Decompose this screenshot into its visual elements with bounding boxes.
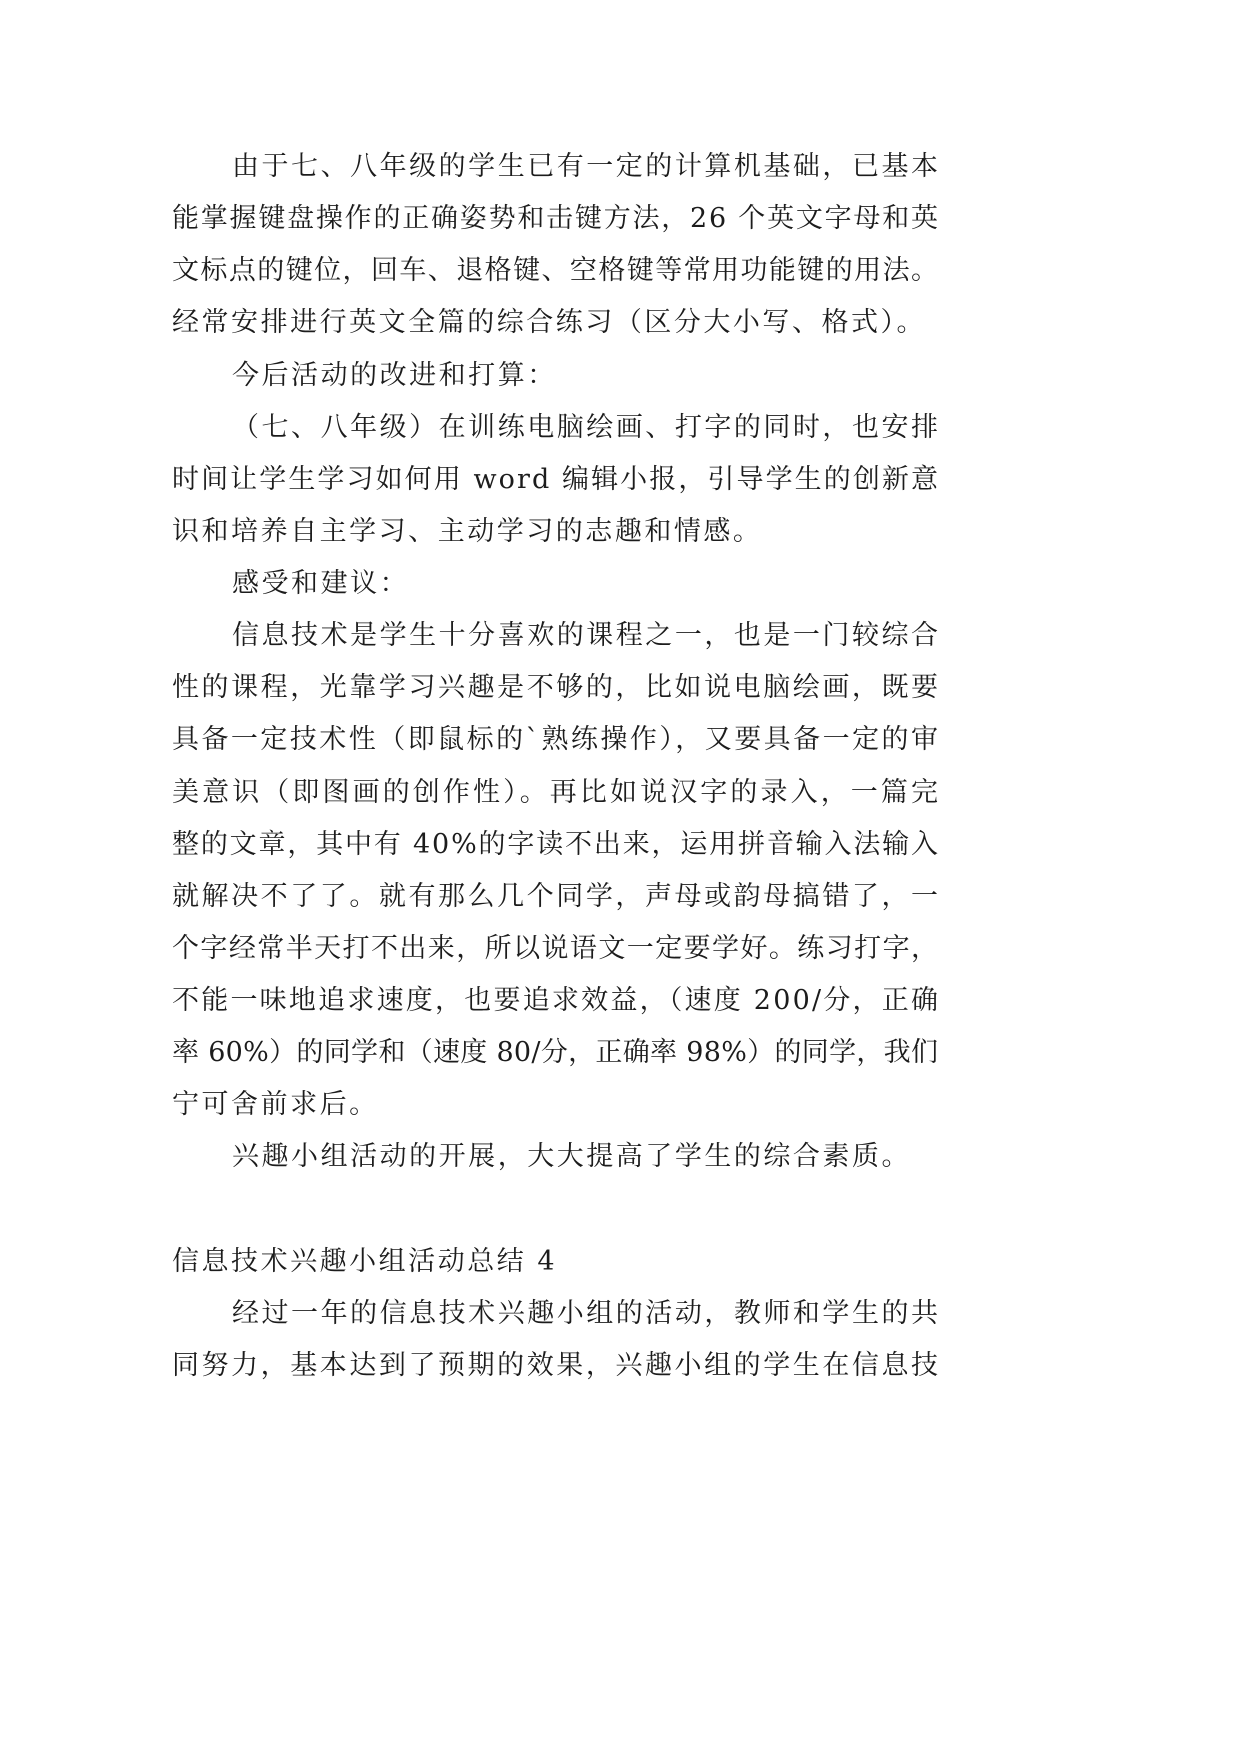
- paragraph: [172, 141, 941, 350]
- text-line: 今后活动的改进和打算：: [232, 359, 557, 391]
- paragraph-spacer: [172, 1184, 938, 1236]
- document-body: [172, 141, 942, 1392]
- paragraph: [172, 1288, 941, 1392]
- text-line: 美意识（即图画的创作性）。再比如说汉字的录入，一篇完: [172, 776, 942, 808]
- text-line: 信息技术是学生十分喜欢的课程之一，也是一门较综合: [232, 620, 941, 652]
- text-line: 性的课程，光靠学习兴趣是不够的，比如说电脑绘画，既要: [172, 672, 941, 704]
- text-line: 时间让学生学习如何用 word 编辑小报，引导学生的创新意: [172, 463, 941, 495]
- text-line: 文标点的键位，回车、退格键、空格键等常用功能键的用法。: [172, 255, 940, 287]
- text-line: 整的文章，其中有 40%的字读不出来，运用拼音输入法输入: [172, 828, 940, 860]
- text-line: 不能一味地追求速度，也要追求效益，（速度 200/分，正确: [172, 985, 941, 1016]
- paragraph: [172, 402, 941, 558]
- text-line: 由于七、八年级的学生已有一定的计算机基础，已基本: [232, 151, 941, 182]
- section-heading: 信息技术兴趣小组活动总结 4: [172, 1245, 558, 1277]
- text-line: 个字经常半天打不出来，所以说语文一定要学好。练习打字，: [172, 932, 940, 964]
- text-line: 具备一定技术性（即鼠标的`熟练操作），又要具备一定的审: [172, 724, 941, 756]
- text-line: 能掌握键盘操作的正确姿势和击键方法，26 个英文字母和英: [172, 203, 940, 235]
- text-line: 识和培养自主学习、主动学习的志趣和情感。: [172, 515, 763, 547]
- text-line: 同努力，基本达到了预期的效果，兴趣小组的学生在信息技: [172, 1349, 941, 1381]
- paragraph: [172, 350, 938, 402]
- text-line: 率 60%）的同学和（速度 80/分，正确率 98%）的同学，我们: [172, 1037, 939, 1069]
- text-line: 宁可舍前求后。: [172, 1089, 379, 1121]
- paragraph: [172, 558, 938, 610]
- paragraph: [172, 610, 942, 1131]
- text-line: 就解决不了了。就有那么几个同学，声母或韵母搞错了，一: [172, 880, 941, 912]
- text-line: 经过一年的信息技术兴趣小组的活动，教师和学生的共: [232, 1297, 941, 1329]
- text-line: （七、八年级）在训练电脑绘画、打字的同时，也安排: [232, 411, 941, 443]
- text-line: 兴趣小组活动的开展，大大提高了学生的综合素质。: [232, 1141, 911, 1173]
- text-line: 感受和建议：: [232, 568, 410, 599]
- text-line: 经常安排进行英文全篇的综合练习（区分大小写、格式）。: [172, 307, 927, 339]
- paragraph: [172, 1131, 938, 1183]
